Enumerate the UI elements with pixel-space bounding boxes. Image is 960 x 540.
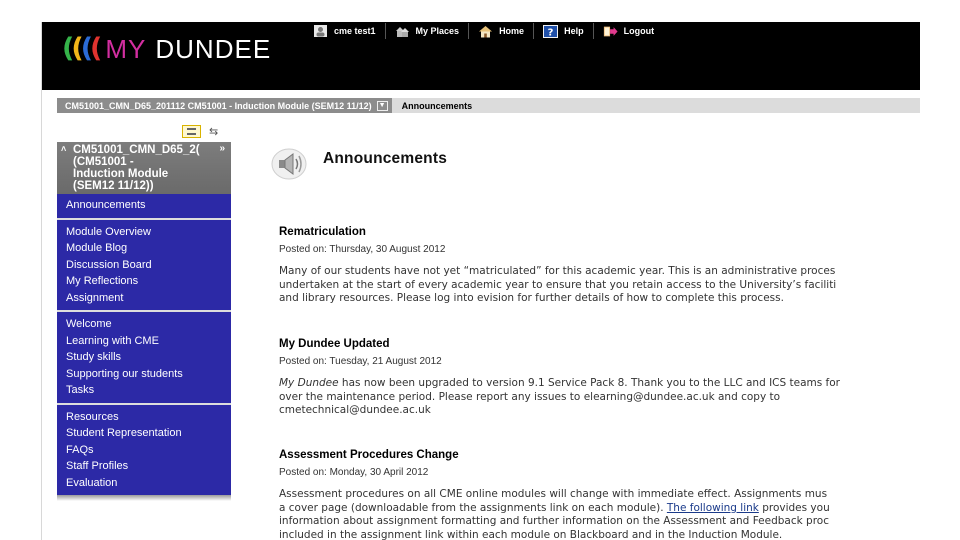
- breadcrumb: [57, 98, 920, 113]
- breadcrumb-current: Announcements: [401, 100, 473, 111]
- topnav-home-label: Home: [499, 26, 525, 36]
- sidebar-shadow: [57, 495, 231, 501]
- my-dundee-logo[interactable]: [62, 34, 271, 64]
- topnav-help-label: Help: [564, 26, 584, 36]
- sidebar-item-welcome[interactable]: Welcome: [66, 318, 112, 330]
- sidebar-item-faqs[interactable]: FAQs: [66, 443, 94, 456]
- announcement-line: Many of our students have not yet “matriculated” for this academic year. This is an administrative proces: [279, 265, 836, 277]
- logo-my-text: MY: [105, 33, 147, 64]
- announcement-line-tail: provides you: [758, 501, 830, 514]
- announcement-line: Assessment procedures on all CME online modules will change with immediate effect. Assignments mus: [279, 488, 828, 500]
- double-chevron-right-icon[interactable]: »: [219, 143, 225, 154]
- chevron-down-icon[interactable]: ▼: [377, 101, 388, 111]
- topnav-my-places-label: My Places: [415, 26, 460, 36]
- sidebar-item-module-overview[interactable]: Module Overview: [66, 225, 151, 238]
- announcement-line: included in the assignment link within each module on Blackboard and in the Induction Module.: [279, 528, 783, 540]
- logo-paren-green: (: [62, 33, 75, 64]
- sidebar-item-my-reflections[interactable]: My Reflections: [66, 275, 139, 287]
- topnav-user-label: cme test1: [334, 26, 376, 36]
- announcement-line: and library resources. Please log into evision for further details of how to complete this process.: [279, 292, 784, 304]
- sidebar-item-learning-with-cme[interactable]: Learning with CME: [66, 334, 159, 347]
- help-icon: [543, 25, 558, 38]
- sidebar-item-student-representation[interactable]: Student Representation: [66, 427, 182, 439]
- topnav-logout-label: Logout: [623, 26, 655, 36]
- course-title-line: Induction Module: [73, 168, 169, 180]
- top-navigation: [304, 23, 663, 39]
- home-icon: [478, 25, 493, 38]
- sidebar-item-module-blog[interactable]: Module Blog: [66, 242, 128, 254]
- my-places-icon: [395, 25, 410, 38]
- breadcrumb-course[interactable]: [57, 98, 392, 113]
- announcement-line: over the maintenance period. Please report any issues to elearning@dundee.ac.uk and copy to: [279, 390, 781, 403]
- announcement-body: [279, 377, 920, 418]
- course-title-box[interactable]: [57, 142, 231, 194]
- announcement-line: cmetechnical@dundee.ac.uk: [279, 404, 431, 416]
- announcement-line: [279, 502, 920, 516]
- menu-toggle-icon[interactable]: [182, 125, 201, 138]
- sidebar-item-staff-profiles[interactable]: Staff Profiles: [66, 460, 129, 472]
- collapse-up-icon[interactable]: ˄: [61, 144, 67, 154]
- course-menu: [57, 142, 231, 501]
- announcement-title: Assessment Procedures Change: [279, 449, 459, 461]
- topnav-my-places[interactable]: [386, 23, 470, 39]
- announcement-body: [279, 488, 920, 540]
- sidebar-item-supporting-students[interactable]: Supporting our students: [66, 367, 183, 380]
- announcement-line: undertaken at the start of every academic year to ensure that you retain access to the University’s faciliti: [279, 278, 837, 291]
- logo-paren-yellow: (: [71, 33, 84, 64]
- page-title: Announcements: [323, 150, 448, 167]
- nav-group-announcements: [57, 194, 231, 218]
- logo-paren-red: (: [90, 33, 103, 64]
- sidebar-item-announcements[interactable]: Announcements: [66, 199, 146, 211]
- announcement-date: Posted on: Thursday, 30 August 2012: [279, 244, 446, 255]
- topnav-help[interactable]: [534, 23, 594, 39]
- sidebar-tools: [182, 125, 218, 138]
- breadcrumb-bar: [42, 90, 920, 124]
- announcement-date: Posted on: Tuesday, 21 August 2012: [279, 356, 442, 367]
- announcement-line-start: a cover page (downloadable from the assignments link on each module).: [279, 501, 667, 514]
- nav-group-welcome: [57, 310, 231, 403]
- breadcrumb-course-label: CM51001_CMN_D65_201112 CM51001 - Induction Module (SEM12 11/12): [65, 100, 372, 111]
- course-title-line: (CM51001 -: [73, 156, 134, 168]
- course-title-line: (SEM12 11/12)): [73, 180, 154, 192]
- sidebar-item-study-skills[interactable]: Study skills: [66, 351, 122, 363]
- announcement-title: My Dundee Updated: [279, 338, 390, 350]
- topnav-home[interactable]: [469, 23, 534, 39]
- topnav-logout[interactable]: [594, 23, 664, 39]
- site-header: [42, 22, 920, 90]
- browser-page: [41, 22, 920, 540]
- nav-group-module: [57, 218, 231, 311]
- sidebar-item-evaluation[interactable]: Evaluation: [66, 476, 118, 489]
- refresh-icon[interactable]: ⇆: [209, 126, 219, 138]
- nav-group-resources: [57, 403, 231, 496]
- following-link[interactable]: The following link: [666, 501, 759, 514]
- logo-paren-blue: (: [80, 33, 94, 64]
- announcement-item: [279, 449, 920, 540]
- sidebar-item-assignment[interactable]: Assignment: [66, 291, 124, 304]
- logo-dundee-text: DUNDEE: [155, 33, 272, 64]
- sidebar-item-discussion-board[interactable]: Discussion Board: [66, 258, 152, 271]
- announcement-line-rest: has now been upgraded to version 9.1 Service Pack 8. Thank you to the LLC and ICS teams for: [338, 377, 840, 389]
- announcement-line: [279, 377, 920, 391]
- announcement-date: Posted on: Monday, 30 April 2012: [279, 467, 429, 478]
- topnav-user[interactable]: [304, 23, 386, 39]
- sidebar-item-resources[interactable]: Resources: [66, 410, 119, 423]
- course-title-line: CM51001_CMN_D65_2(: [73, 144, 200, 156]
- user-icon: [313, 25, 328, 38]
- announcement-title: Rematriculation: [279, 226, 366, 238]
- announcement-item: [279, 226, 920, 306]
- logout-icon: [603, 25, 618, 38]
- megaphone-icon: [270, 147, 308, 181]
- svg-text:?: ?: [547, 27, 554, 38]
- sidebar-item-tasks[interactable]: Tasks: [66, 384, 95, 396]
- announcement-line: information about assignment formatting and further information on the Assessment and Feedback proc: [279, 515, 829, 527]
- announcement-body: [279, 265, 920, 306]
- announcement-italic-lead: My Dundee: [279, 377, 339, 389]
- announcement-item: [279, 338, 920, 418]
